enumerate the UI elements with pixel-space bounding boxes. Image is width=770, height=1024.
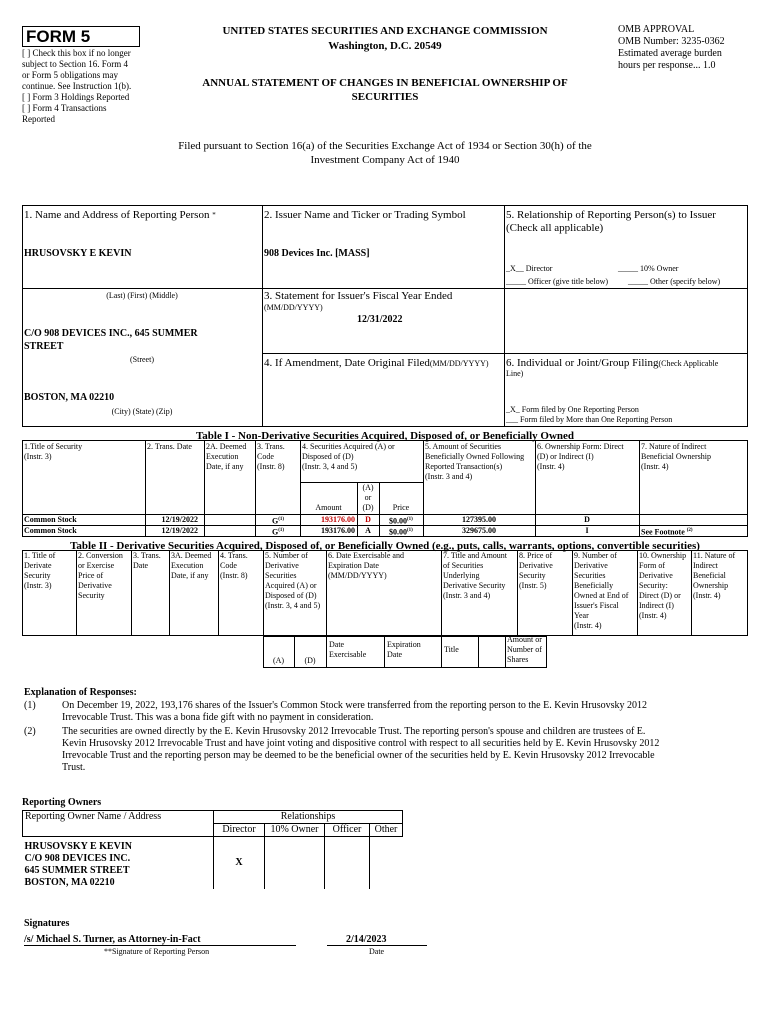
- grid-divider: [262, 288, 748, 289]
- agency-name: UNITED STATES SECURITIES AND EXCHANGE COMMISSION: [222, 25, 548, 37]
- owner-ten-percent: [265, 837, 325, 890]
- checkbox-note: or Form 5 obligations may: [22, 70, 118, 80]
- footnote-2: [24, 726, 754, 774]
- reporting-owners-heading: Reporting Owners: [22, 797, 102, 808]
- t1-row1-code: $G^{(1)}$: [272, 516, 285, 526]
- grid-divider: [262, 353, 748, 354]
- table2-col: [169, 550, 170, 636]
- filed-pursuant-cont: Investment Company Act of 1940: [310, 154, 460, 166]
- t2-col3a-header: 3A. Deemed Execution Date, if any: [171, 551, 212, 580]
- t1-col4-header: 4. Securities Acquired (A) or Disposed of (D) (Instr. 3, 4 and 5): [302, 442, 395, 471]
- owner-other: [370, 837, 403, 890]
- omb-line: OMB Number: 3235-0362: [618, 36, 725, 47]
- form-title: FORM 5: [22, 26, 140, 47]
- table1-col: [639, 440, 640, 537]
- date-caption: Date: [369, 947, 385, 956]
- t1-row2-nature: See Footnote $^{(2)}$: [641, 527, 693, 537]
- reporting-person-name: HRUSOVSKY E KEVIN: [24, 248, 132, 259]
- table2-col: [76, 550, 77, 636]
- reporting-owners-table: [22, 810, 403, 889]
- col-other: Other: [370, 824, 403, 837]
- officer-checkbox[interactable]: _____ Officer (give title below): [506, 277, 609, 286]
- t1-row2-form: I: [585, 526, 589, 535]
- box5-label: 5. Relationship of Reporting Person(s) to Issuer: [506, 209, 716, 221]
- t1-price-subheader: Price: [392, 503, 410, 512]
- box2-label: 2. Issuer Name and Ticker or Trading Symbol: [264, 209, 466, 221]
- footnote-number: (1): [24, 700, 36, 711]
- statement-title: ANNUAL STATEMENT OF CHANGES IN BENEFICIAL OWNERSHIP OF: [202, 77, 568, 89]
- grid-divider: [22, 288, 262, 289]
- date-line: [327, 945, 427, 946]
- checkbox-notes: [22, 48, 162, 125]
- t2-col11-header: 11. Nature of Indirect Beneficial Ownership (Instr. 4): [693, 551, 736, 600]
- table2-subcol: [441, 636, 442, 668]
- owner-address: HRUSOVSKY E KEVIN C/O 908 DEVICES INC. 645 SUMMER STREET BOSTON, MA 02210: [23, 837, 214, 890]
- signer-name: /s/ Michael S. Turner, as Attorney-in-Fact: [24, 934, 201, 945]
- checkbox-note: subject to Section 16. Form 4: [22, 59, 128, 69]
- footnote-text: On December 19, 2022, 193,176 shares of the Issuer's Common Stock were transferred from the reporting person to the E. Kevin Hrusovsky 2012 Irrevocable Trust. This was a bona fide gift with no payment in consideration.: [62, 700, 648, 723]
- t1-col5-header: 5. Amount of Securities Beneficially Owned Following Reported Transaction(s) (Instr. 3 and 4): [425, 442, 525, 481]
- col-relationships: Relationships: [214, 811, 403, 824]
- agency-location: Washington, D.C. 20549: [328, 40, 442, 52]
- box4-label: 4. If Amendment, Date Original Filed(MM/DD/YYYY): [264, 357, 489, 369]
- table1-title: Table I - Non-Derivative Securities Acquired, Disposed of, or Beneficially Owned: [195, 430, 575, 442]
- t2-col9-header: 9. Number of Derivative Securities Beneficially Owned at End of Issuer's Fiscal Year (Instr. 4): [574, 551, 629, 630]
- signatures-heading: Signatures: [24, 918, 70, 929]
- owner-director-mark: X: [214, 837, 265, 890]
- street-caption: (Street): [130, 355, 154, 364]
- table2-subcol: [326, 636, 327, 668]
- t2-col6-header: 6. Date Exercisable and Expiration Date (MM/DD/YYYY): [328, 551, 404, 580]
- t2-col1-header: 1. Title of Derivate Security (Instr. 3): [24, 551, 56, 590]
- box6-label-cont: Line): [506, 369, 524, 378]
- col-ten-percent: 10% Owner: [265, 824, 325, 837]
- t1-amount-subheader: Amount: [315, 503, 342, 512]
- t1-row2-ad: A: [365, 526, 371, 535]
- omb-approval: [618, 24, 758, 72]
- footnote-number: (2): [24, 726, 36, 737]
- explanation-heading: Explanation of Responses:: [24, 687, 137, 698]
- omb-line: hours per response... 1.0: [618, 60, 716, 71]
- col-officer: Officer: [325, 824, 370, 837]
- t1-row2-owned: 329675.00: [462, 526, 496, 535]
- t2-col10-header: 10. Ownership Form of Derivative Security: Direct (D) or Indirect (I) (Instr. 4): [639, 551, 687, 620]
- omb-line: Estimated average burden: [618, 48, 722, 59]
- checkbox-note[interactable]: [ ] Check this box if no longer: [22, 48, 131, 58]
- t1-row1-ad: D: [365, 515, 371, 524]
- t1-col3-header: 3. Trans. Code (Instr. 8): [257, 442, 285, 471]
- t1-col2-header: 2. Trans. Date: [147, 442, 192, 451]
- t1-row2-code: $G^{(1)}$: [272, 527, 285, 537]
- t1-col1-header: 1.Title of Security (Instr. 3): [24, 442, 83, 461]
- street-address: C/O 908 DEVICES INC., 645 SUMMER: [24, 328, 198, 339]
- t1-row2-amount: 193176.00: [321, 526, 355, 535]
- box3-sub: (MM/DD/YYYY): [264, 303, 323, 312]
- signature-caption: **Signature of Reporting Person: [104, 947, 210, 956]
- grid-divider: [504, 205, 505, 427]
- footnote-text: The securities are owned directly by the E. Kevin Hrusovsky 2012 Irrevocable Trust. The reporting person's spouse and children are trustees of E. Kevin Hrusovsky 2012 Irrevocable Trust and have joint voting and dispositive control with respect to all securities held by E. Kevin Hrusovsky 2012 Irrevocable Trust and the reporting person may be deemed to be the beneficial owner of the securities held by E. Kevin Hrusovsky 2012 Irrevocable Trust.: [62, 726, 660, 773]
- t2-col3-header: 3. Trans. Date: [133, 551, 161, 570]
- city-state-zip: BOSTON, MA 02210: [24, 392, 115, 403]
- table2-subcol: [478, 636, 479, 668]
- col-owner-name: Reporting Owner Name / Address: [23, 811, 214, 837]
- ten-percent-checkbox[interactable]: _____ 10% Owner: [618, 264, 679, 273]
- t1-col6-header: 6. Ownership Form: Direct (D) or Indirect (I) (Instr. 4): [537, 442, 624, 471]
- owner-officer: [325, 837, 370, 890]
- grid-divider: [262, 205, 263, 427]
- table2-title: Table II - Derivative Securities Acquired, Disposed of, or Beneficially Owned (e.g., puts, calls, warrants, options, convertible securities): [70, 540, 700, 552]
- city-caption: (City) (State) (Zip): [111, 407, 173, 416]
- t1-row2-title: Common Stock: [24, 526, 77, 535]
- t2-sub-expiration: Expiration Date: [387, 640, 421, 659]
- t2-sub-title: Title: [444, 645, 459, 654]
- checkbox-note: continue. See Instruction 1(b).: [22, 81, 132, 91]
- name-caption: (Last) (First) (Middle): [106, 291, 178, 300]
- t2-col7-header: 7. Title and Amount of Securities Underlying Derivative Security (Instr. 3 and 4): [443, 551, 508, 600]
- box1-label: 1. Name and Address of Reporting Person *: [24, 209, 216, 221]
- fiscal-year-end: 12/31/2022: [357, 314, 403, 325]
- t2-sub-date-exercisable: Date Exercisable: [329, 640, 367, 659]
- t2-col4-header: 4. Trans. Code (Instr. 8): [220, 551, 248, 580]
- checkbox-note: Reported: [22, 114, 55, 124]
- director-checkbox[interactable]: _X__ Director: [506, 264, 553, 273]
- checkbox-note[interactable]: [ ] Form 4 Transactions: [22, 103, 107, 113]
- t2-sub-amount: Amount or Number of Shares: [507, 635, 542, 664]
- t1-row1-owned: 127395.00: [462, 515, 496, 524]
- t1-row1-date: 12/19/2022: [161, 515, 198, 524]
- t1-col2a-header: 2A. Deemed Execution Date, if any: [206, 442, 247, 471]
- other-checkbox[interactable]: _____ Other (specify below): [628, 277, 721, 286]
- filed-pursuant: Filed pursuant to Section 16(a) of the Securities Exchange Act of 1934 or Section 30(h) of the: [178, 140, 592, 152]
- col-director: Director: [214, 824, 265, 837]
- table2-subcol: [505, 636, 506, 668]
- t2-sub-a: (A): [272, 656, 285, 665]
- t1-row1-form: D: [584, 515, 590, 524]
- statement-title-cont: SECURITIES: [351, 91, 419, 103]
- omb-line: OMB APPROVAL: [618, 24, 695, 35]
- t2-col2-header: 2. Conversion or Exercise Price of Derivative Security: [78, 551, 123, 600]
- footnote-1: [24, 700, 754, 724]
- t1-col7-header: 7. Nature of Indirect Beneficial Ownership (Instr. 4): [641, 442, 711, 471]
- box6-label: 6. Individual or Joint/Group Filing(Check Applicable: [506, 357, 719, 369]
- table1-col: [204, 440, 205, 537]
- issuer-name: 908 Devices Inc. [MASS]: [264, 248, 370, 259]
- t1-row2-price: $0.00$^{(1)}$: [389, 527, 413, 537]
- t2-sub-d: (D): [304, 656, 316, 665]
- box3-label: 3. Statement for Issuer's Fiscal Year Ended: [264, 290, 453, 302]
- signature-date: 2/14/2023: [346, 934, 387, 945]
- t1-row1-title: Common Stock: [24, 515, 77, 524]
- box5-label-cont: (Check all applicable): [506, 222, 604, 234]
- t2-col5-header: 5. Number of Derivative Securities Acquired (A) or Disposed of (D) (Instr. 3, 4 and 5): [265, 551, 321, 610]
- table2-col: [441, 550, 442, 636]
- checkbox-note[interactable]: [ ] Form 3 Holdings Reported: [22, 92, 130, 102]
- t1-row1-amount: 193176.00: [321, 515, 355, 524]
- t1-row1-price: $0.00$^{(1)}$: [389, 516, 413, 526]
- group-filer-option[interactable]: ___ Form filed by More than One Reporting Person: [506, 415, 673, 424]
- t2-col8-header: 8. Price of Derivative Security (Instr. 5): [519, 551, 553, 590]
- signature-line: [24, 945, 296, 946]
- single-filer-option[interactable]: _X_ Form filed by One Reporting Person: [506, 405, 639, 414]
- t1-row2-date: 12/19/2022: [161, 526, 198, 535]
- t1-ad-subheader: (A) or (D): [362, 483, 374, 512]
- street-address-cont: STREET: [24, 341, 64, 352]
